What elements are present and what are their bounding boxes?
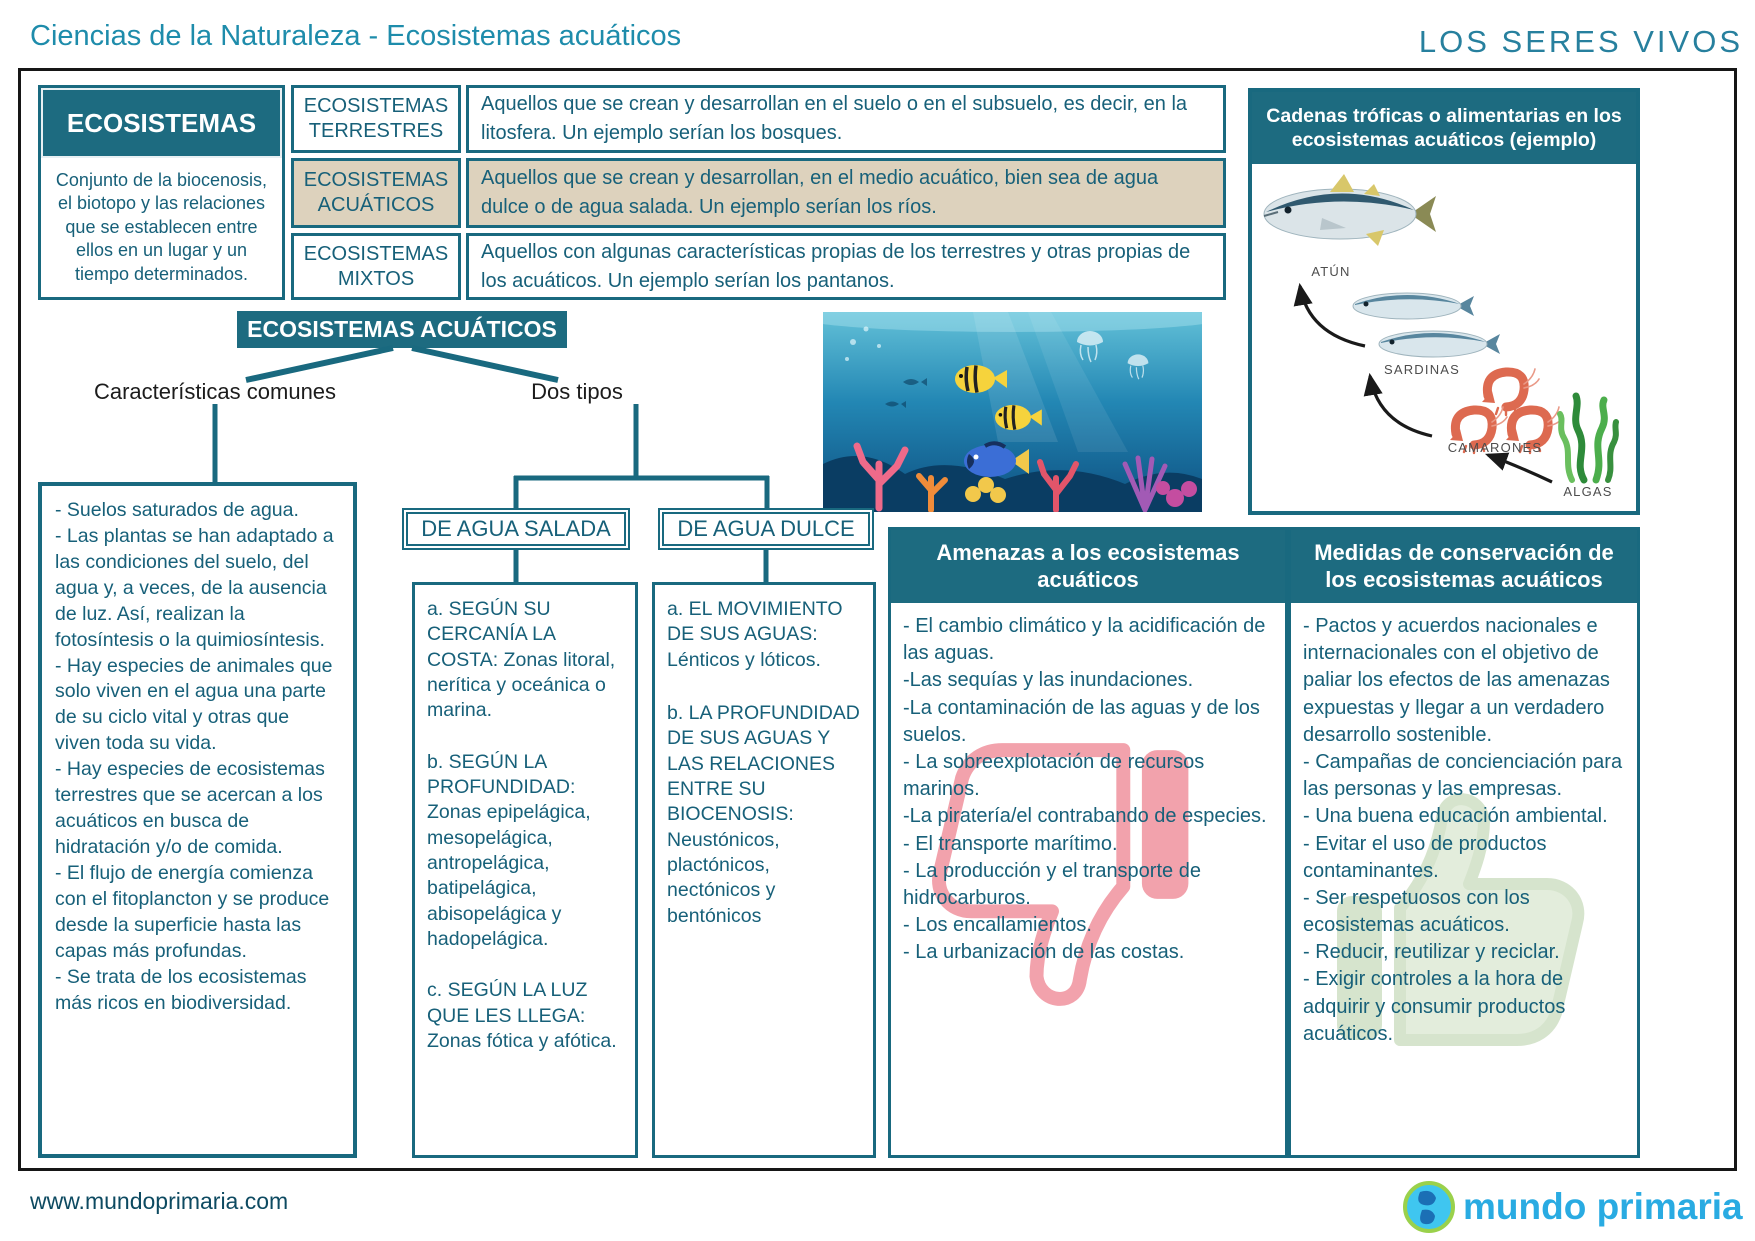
measures-list (1291, 603, 1637, 1058)
measure-item: - Reducir, reutilizar y reciclar. (1303, 941, 1560, 964)
type-label: ECOSISTEMAS TERRESTRES (303, 95, 449, 142)
concept-root (237, 311, 567, 348)
ecosystem-type-mixtos (291, 233, 461, 300)
food-chain-label-camarones: CAMARONES (1447, 440, 1543, 455)
food-chain-label-sardinas: SARDINAS (1383, 362, 1461, 377)
fresh-water-title: DE AGUA DULCE (677, 516, 855, 541)
ecosystem-desc-mixtos (466, 233, 1226, 300)
characteristic-item: - Se trata de los ecosistemas más ricos en biodiversidad. (55, 965, 307, 1014)
threat-item: - El cambio climático y la acidificación de las aguas. (903, 615, 1266, 665)
fresh-water-item: b. LA PROFUNDIDAD DE SUS AGUAS Y LAS RELACIONES ENTRE SU BIOCENOSIS: Neustónicos, plactónicos, nectónicos y bentónicos (667, 702, 860, 927)
threat-item: -Las sequías y las inundaciones. (903, 669, 1194, 692)
measure-item: - Pactos y acuerdos nacionales e internacionales con el objetivo de paliar los efectos de las amenazas expuestas y llegar a un verdadero desarrollo sostenible. (1303, 615, 1610, 746)
salt-water-item: a. SEGÚN SU CERCANÍA LA COSTA: Zonas litoral, nerítica y oceánica o marina. (427, 598, 616, 722)
threat-item: - Los encallamientos. (903, 914, 1092, 937)
ecosystems-definition-text: Conjunto de la biocenosis, el biotopo y las relaciones que se establecen entre ellos en un lugar y un tiempo determinados. (55, 170, 268, 284)
characteristic-item: - Hay especies de ecosistemas terrestres que se acercan a los acuáticos en busca de hidratación y/o de comida. (55, 758, 325, 858)
tuna-icon (1264, 174, 1436, 246)
brand-logo-text: mundo primaria (1463, 1186, 1743, 1227)
threat-item: - La sobreexplotación de recursos marinos. (903, 750, 1205, 801)
sardines-icon (1353, 293, 1500, 357)
ecosystems-header (41, 88, 282, 158)
brand-logo (1402, 1180, 1743, 1234)
fresh-water-box (652, 582, 876, 1158)
food-chain-box (1248, 88, 1640, 515)
footer-url: www.mundoprimaria.com (30, 1188, 289, 1214)
ecosystem-desc-acuaticos (466, 158, 1226, 228)
food-chain-label-algas: ALGAS (1563, 484, 1613, 499)
threat-item: - El transporte marítimo. (903, 832, 1118, 855)
characteristics-box (38, 482, 357, 1158)
salt-water-item: b. SEGÚN LA PROFUNDIDAD: Zonas epipelágica, mesopelágica, antropelágica, batipelágica, abisopelágica y hadopelágica. (427, 750, 591, 951)
page-title: Ciencias de la Naturaleza - Ecosistemas acuáticos (30, 20, 682, 52)
salt-water-title: DE AGUA SALADA (421, 516, 611, 541)
food-chain-title: Cadenas tróficas o alimentarias en los ecosistemas acuáticos (ejemplo) (1252, 92, 1636, 164)
concept-root-label: ECOSISTEMAS ACUÁTICOS (247, 316, 557, 342)
measure-item: - Exigir controles a la hora de adquirir y consumir productos acuáticos. (1303, 968, 1566, 1045)
measure-item: - Ser respetuosos con los ecosistemas acuáticos. (1303, 886, 1530, 937)
ecosystems-header-label: ECOSISTEMAS (66, 107, 257, 138)
desc-text: Aquellos que se crean y desarrollan, en el medio acuático, bien sea de agua dulce o de agua salada. Un ejemplo serían los ríos. (481, 167, 1159, 218)
characteristic-item: - Las plantas se han adaptado a las condiciones del suelo, del agua y, a veces, de la ausencia de luz. Así, realizan la fotosíntesis o la quimiosíntesis. (55, 524, 334, 651)
threat-item: - La urbanización de las costas. (903, 941, 1185, 964)
underwater-photo (823, 312, 1202, 512)
globe-icon (1402, 1180, 1456, 1234)
measure-item: - Una buena educación ambiental. (1303, 805, 1608, 828)
algae-icon (1560, 396, 1616, 480)
threat-item: - La producción y el transporte de hidrocarburos. (903, 859, 1201, 909)
ecosystem-type-acuaticos (291, 158, 461, 228)
characteristic-item: - Hay especies de animales que solo viven en el agua una parte de su ciclo vital y otras que viven toda su vida. (55, 654, 333, 755)
fresh-water-header (658, 508, 874, 550)
salt-water-item: c. SEGÚN LA LUZ QUE LES LLEGA: Zonas fótica y afótica. (427, 979, 617, 1053)
fresh-water-item: a. EL MOVIMIENTO DE SUS AGUAS: Lénticos y lóticos. (667, 598, 843, 671)
ecosystems-definition-cell (38, 85, 285, 300)
section-title: LOS SERES VIVOS (1418, 24, 1743, 59)
measures-box (1288, 527, 1640, 1158)
ecosystem-desc-terrestres (466, 85, 1226, 153)
ecosystem-type-terrestres (291, 85, 461, 153)
measure-item: - Evitar el uso de productos contaminantes. (1303, 832, 1547, 882)
branch-label-caracteristicas: Características comunes (93, 379, 337, 404)
measure-item: - Campañas de concienciación para las personas y las empresas. (1303, 750, 1623, 801)
type-label: ECOSISTEMAS MIXTOS (303, 242, 449, 290)
characteristic-item: - Suelos saturados de agua. (55, 499, 299, 521)
food-chain-illustration (1252, 164, 1636, 511)
desc-text: Aquellos que se crean y desarrollan en el suelo o en el subsuelo, es decir, en la litosfera. Un ejemplo serían los bosques. (481, 93, 1188, 144)
salt-water-header (402, 508, 630, 550)
threat-item: -La contaminación de las aguas y de los suelos. (903, 696, 1260, 746)
food-chain-label-atun: ATÚN (1311, 264, 1351, 279)
characteristic-item: - El flujo de energía comienza con el fitoplancton y se produce desde la superficie hasta las capas más profundas. (55, 861, 330, 962)
desc-text: Aquellos con algunas características propias de los terrestres y otras propias de los acuáticos. Un ejemplo serían los pantanos. (481, 240, 1191, 292)
type-label: ECOSISTEMAS ACUÁTICOS (303, 169, 449, 216)
threats-list (891, 603, 1285, 976)
branch-label-dos-tipos: Dos tipos (531, 379, 623, 404)
threats-box (888, 527, 1288, 1158)
threat-item: -La piratería/el contrabando de especies. (903, 805, 1267, 828)
measures-title: Medidas de conservación de los ecosistemas acuáticos (1291, 530, 1637, 603)
salt-water-box (412, 582, 638, 1158)
threats-title: Amenazas a los ecosistemas acuáticos (891, 530, 1285, 603)
